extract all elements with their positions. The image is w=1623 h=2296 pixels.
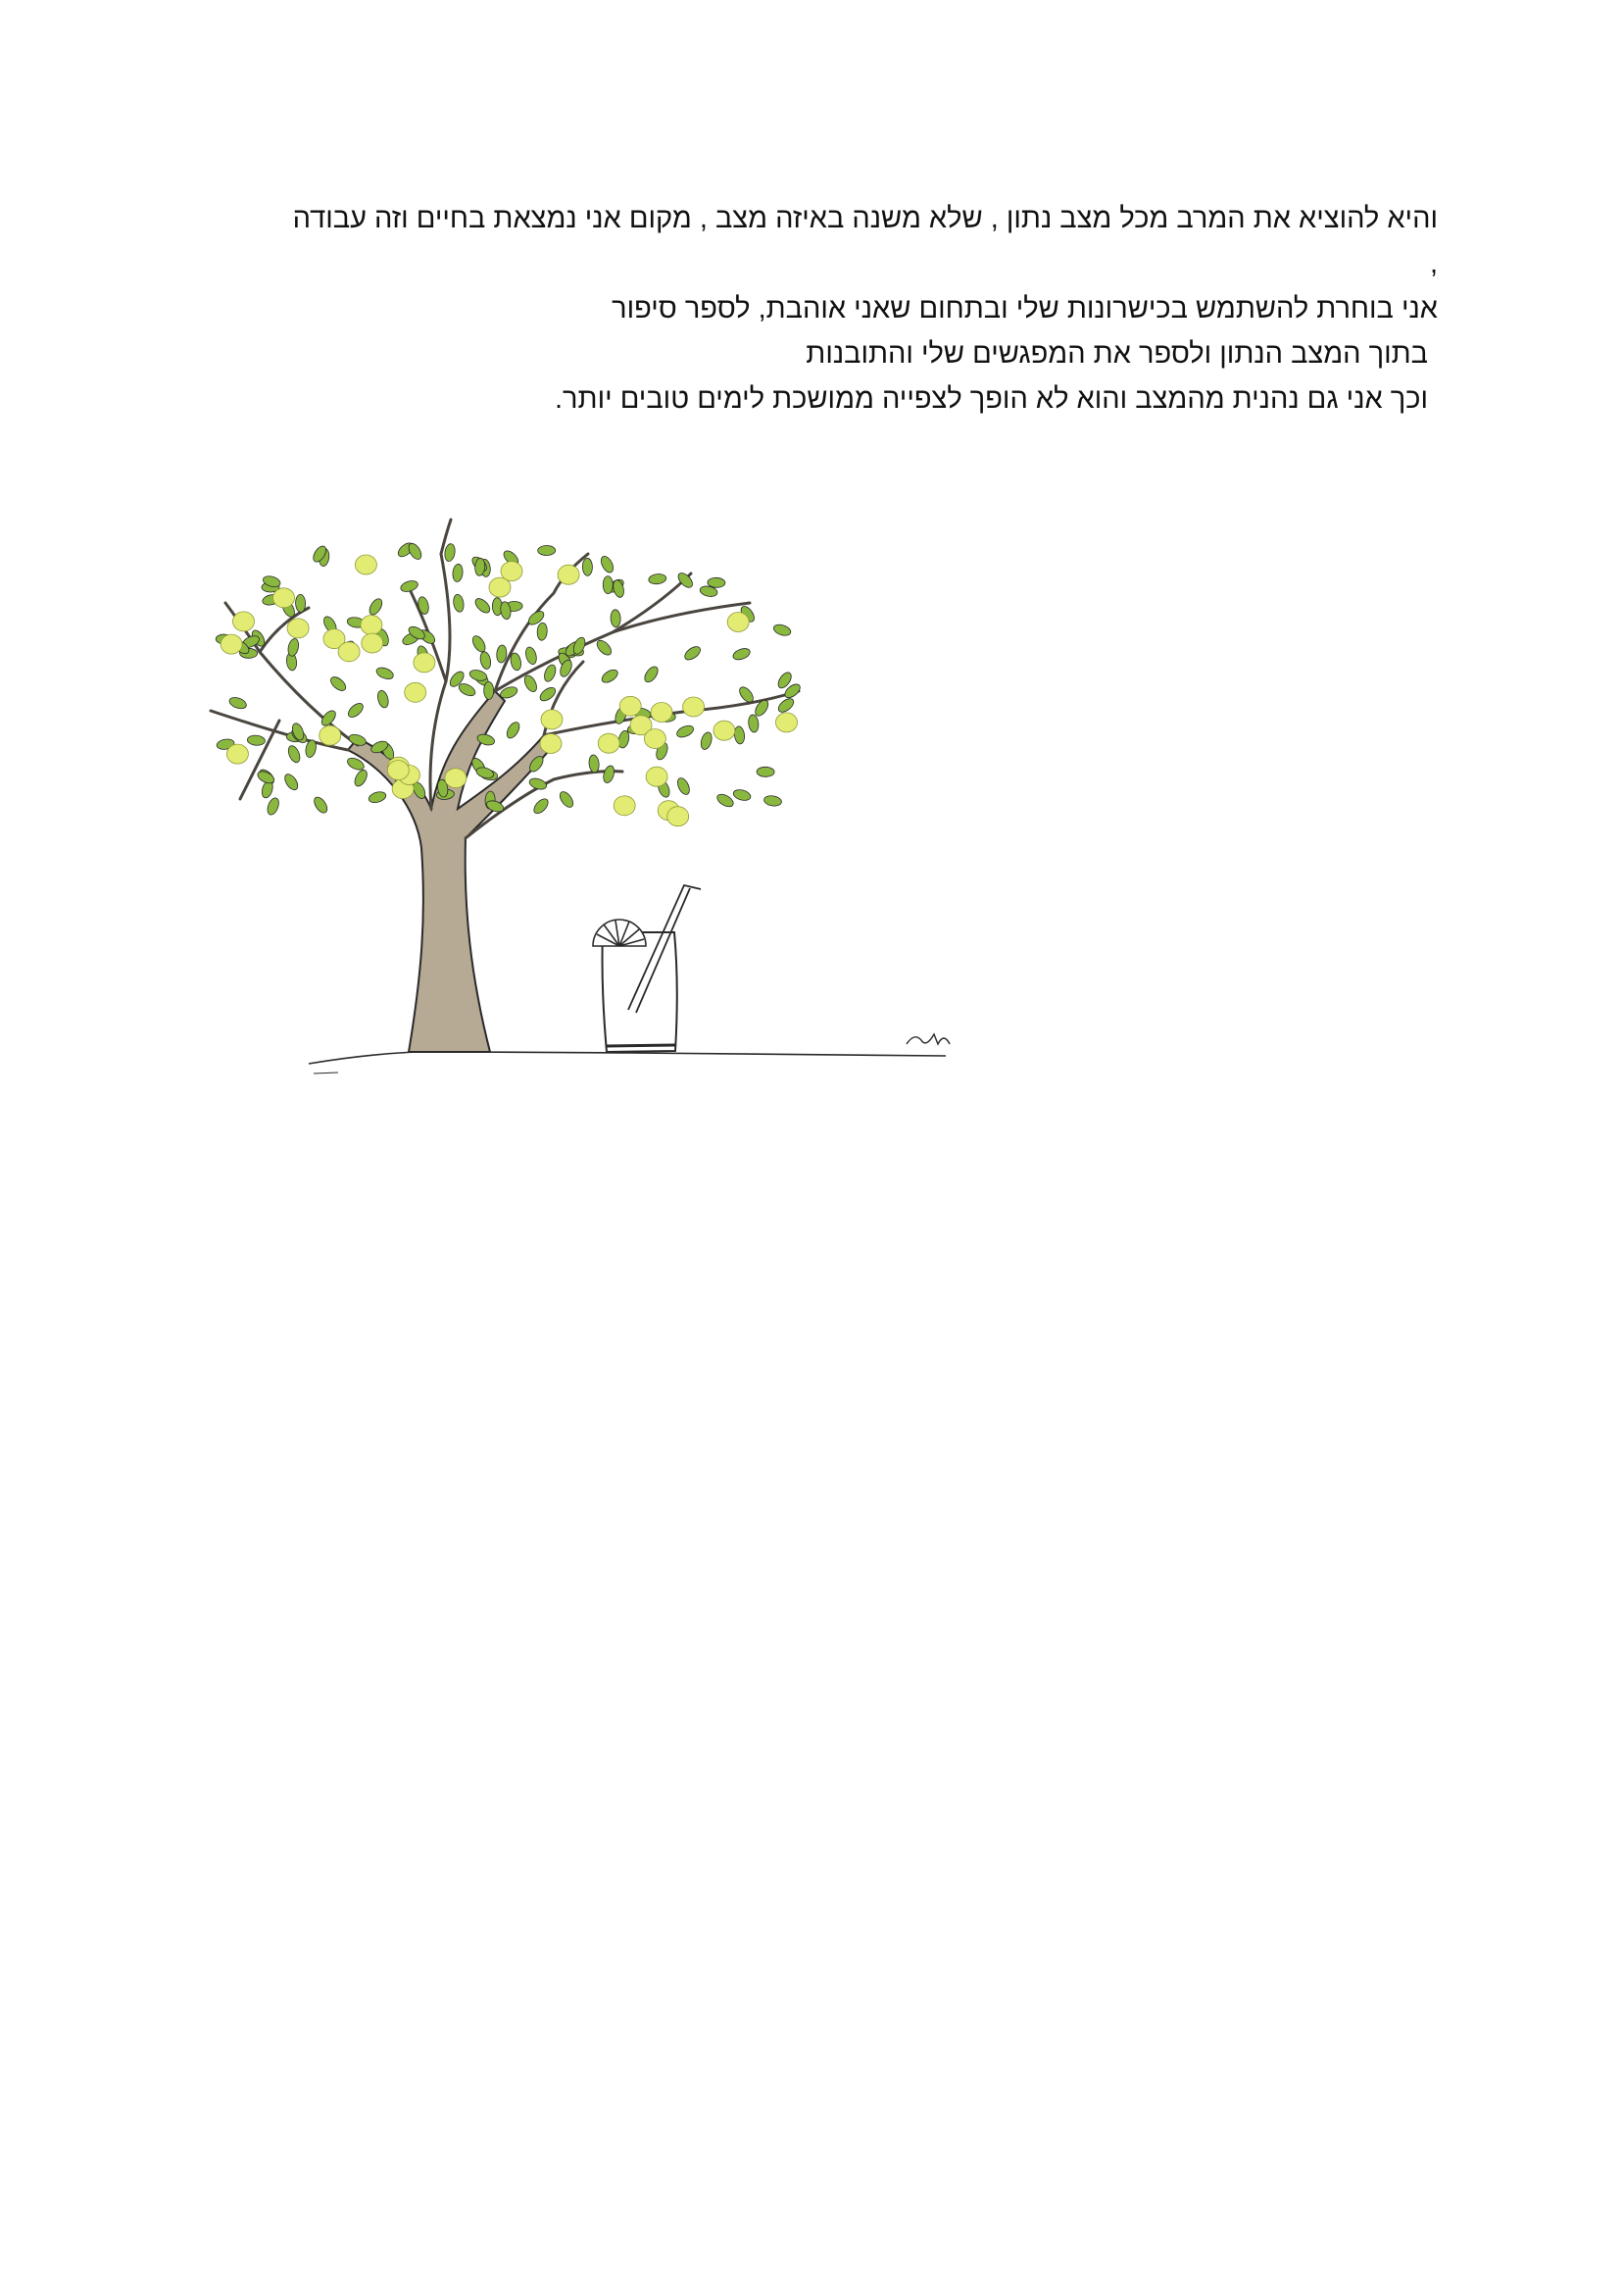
leaf [452,594,465,613]
leaf [505,721,522,741]
leaf [611,610,621,627]
ground-line [309,1052,946,1065]
lemon [405,682,426,702]
lemon [598,733,619,753]
leaf [452,564,464,582]
lemon-slice [593,920,646,946]
leaf [595,638,615,658]
lemon [558,565,579,584]
lemon [287,619,309,638]
leaf [368,790,387,805]
lemon [646,767,667,786]
leaf [528,776,548,791]
leaf [374,666,394,681]
leaf [715,792,736,810]
lemon [320,725,341,745]
text-line-2: , [1429,248,1438,279]
leaf [776,696,796,715]
leaf [748,714,760,732]
leaf [328,674,348,693]
leaf [732,788,752,802]
leaf [522,674,539,694]
leaf [531,796,551,816]
leaf [599,554,615,574]
leaf [282,772,300,792]
lemonade-glass [603,932,677,1052]
leaf [400,579,419,594]
leaf [603,576,613,594]
leaf [699,731,713,751]
leaf [537,623,548,641]
lemon [273,588,295,608]
leaf [524,646,539,666]
leaf [457,681,477,698]
leaf [757,767,774,776]
leaf [286,744,302,764]
lemon [414,653,435,673]
lemon [355,555,376,574]
leaf [582,558,592,575]
lemon [362,633,383,653]
body-text [201,196,1438,422]
leaf [266,796,281,816]
leaf [352,768,369,788]
lemon [727,613,749,632]
lemon [338,642,360,662]
leaf [733,725,745,744]
leaf [542,663,558,682]
leaf [588,755,600,774]
leaf [600,668,620,685]
text-line-5: וכך אני גם נהנית מהמצב והוא לא הופך לצפייה ממושכת לימים טובים יותר. [555,383,1428,415]
lemon [540,734,562,754]
lemon [387,761,409,780]
leaf [470,634,488,655]
leaf [346,701,366,720]
text-line-4: בתוך המצב הנתון ולספר את המפגשים שלי והתובנות [806,338,1428,370]
text-line-1: והיא להוציא את המרב מכל מצב נתון , שלא משנה באיזה מצב , מקום אני נמצאת בחיים וזה עבודה [292,203,1438,234]
lemon [713,721,735,740]
signature [907,1034,950,1044]
leaf [376,689,390,709]
lemon [776,713,798,732]
leaf [367,597,384,618]
lemon [683,697,705,717]
lemon [651,703,672,723]
tree-drawing [201,515,965,1078]
leaf [484,681,494,699]
lemon [619,696,641,716]
leaf [228,695,248,711]
lemon [233,612,255,631]
lemon [644,729,665,749]
leaf [247,734,266,746]
lemon [501,562,522,581]
leaf [648,574,666,585]
leaf [675,776,692,797]
lemon [445,769,467,788]
leaf [472,596,492,616]
leaf [295,594,306,612]
leaf [763,795,782,808]
lemon [541,710,563,729]
leaf [444,543,457,562]
lemon [614,796,635,816]
leaf [682,644,702,663]
tree-illustration [201,515,965,1078]
leaf [602,765,616,784]
leaf [312,795,329,816]
lemon [667,807,689,826]
leaf [479,651,493,671]
leaf [538,545,556,555]
text-line-3: אני בוחרת להשתמש בכישרונות שלי ובתחום שאני אוהבת, לספר סיפור [612,293,1438,324]
leaf [558,789,576,809]
leaf [772,623,792,637]
lemon [226,744,248,764]
lemon [221,634,242,654]
leaf [731,646,751,662]
leaf [675,724,696,739]
leaf [642,665,661,684]
lemon [361,616,382,635]
